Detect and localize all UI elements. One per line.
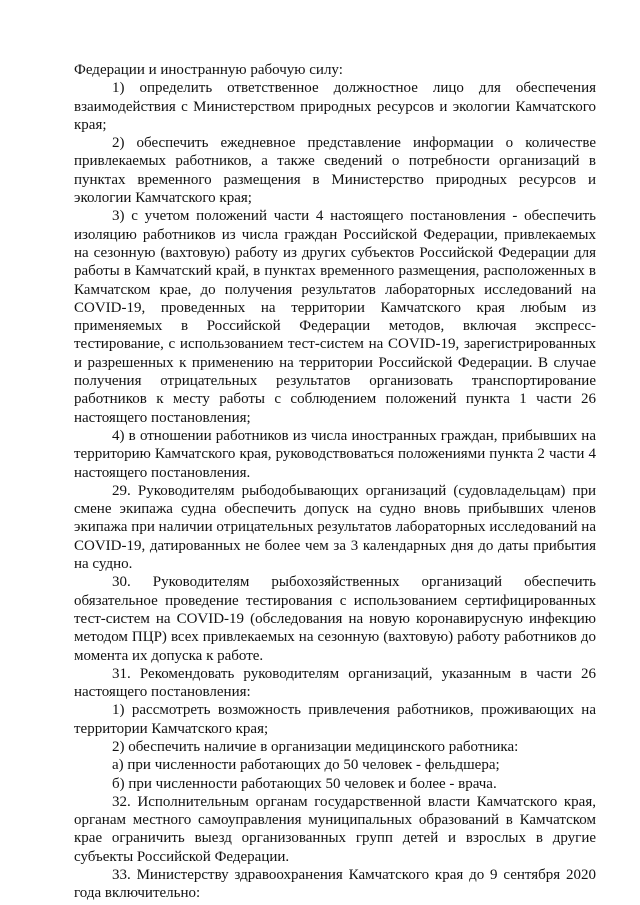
paragraph-item-2: 2) обеспечить ежедневное представление информации о количестве привлекаемых работников, а также сведений о потребности организаций в пунктах временного размещения в Министерство природных ресурсов и экологии Камчатского края; (74, 135, 596, 207)
paragraph-section-31-item-1: 1) рассмотреть возможность привлечения работников, проживающих на территории Камчатского края; (74, 702, 596, 737)
paragraph-item-3: 3) с учетом положений части 4 настоящего постановления - обеспечить изоляцию работников из числа граждан Российской Федерации, привлекаемых на сезонную (вахтовую) работу из других субъектов Российской Федерации для работы в Камчатский край, в пунктах временного размещения, расположенных в Камчатском крае, до получения результатов лабораторных исследований на COVID-19, проведенных на территории Камчатского края любым из применяемых в Российской Федерации методов, включая экспресс-тестирование, с использованием тест-систем на COVID-19, зарегистрированных и разрешенных к применению на территории Российской Федерации. В случае получения отрицательных результатов организовать транспортирование работников к месту работы с соблюдением положений пункта 1 части 26 настоящего постановления; (74, 208, 596, 426)
paragraph-section-31: 31. Рекомендовать руководителям организаций, указанным в части 26 настоящего постановления: (74, 665, 596, 701)
paragraph-section-33: 33. Министерству здравоохранения Камчатского края до 9 сентября 2020 года включительно: (74, 867, 596, 902)
paragraph-section-32: 32. Исполнительным органам государственной власти Камчатского края, органам местного самоуправления муниципальных образований в Камчатском крае ограничить выезд организованных групп детей и взрослых в другие субъекты Российской Федерации. (74, 793, 596, 865)
paragraph-section-31-item-2: 2) обеспечить наличие в организации медицинского работника: (112, 738, 519, 755)
paragraph-item-1: 1) определить ответственное должностное лицо для обеспечения взаимодействия с Министерством природных ресурсов и экологии Камчатского края; (74, 80, 596, 133)
document-page (74, 61, 596, 903)
paragraph-item-4: 4) в отношении работников из числа иностранных граждан, прибывших на территорию Камчатского края, руководствоваться положениями пункта 2 части 4 настоящего постановления. (74, 427, 596, 481)
paragraph-subitem-a: а) при численности работающих до 50 человек - фельдшера; (112, 757, 500, 774)
paragraph-section-30: 30. Руководителям рыбохозяйственных организаций обеспечить обязательное проведение тестирования с использованием сертифицированных тест-систем на COVID-19 (обследования на новую коронавирусную инфекцию методом ПЦР) всех привлекаемых на сезонную (вахтовую) работу работников до момента их допуска к работе. (74, 574, 596, 664)
paragraph-section-29: 29. Руководителям рыбодобывающих организаций (судовладельцам) при смене экипажа судна обеспечить допуск на судно вновь прибывших членов экипажа при наличии отрицательных результатов лабораторных исследований на COVID-19, датированных не более чем за 3 календарных дня до даты прибытия на судно. (74, 482, 596, 573)
paragraph-subitem-b: б) при численности работающих 50 человек и более - врача. (112, 775, 497, 792)
paragraph-continuation: Федерации и иностранную рабочую силу: (74, 62, 343, 78)
